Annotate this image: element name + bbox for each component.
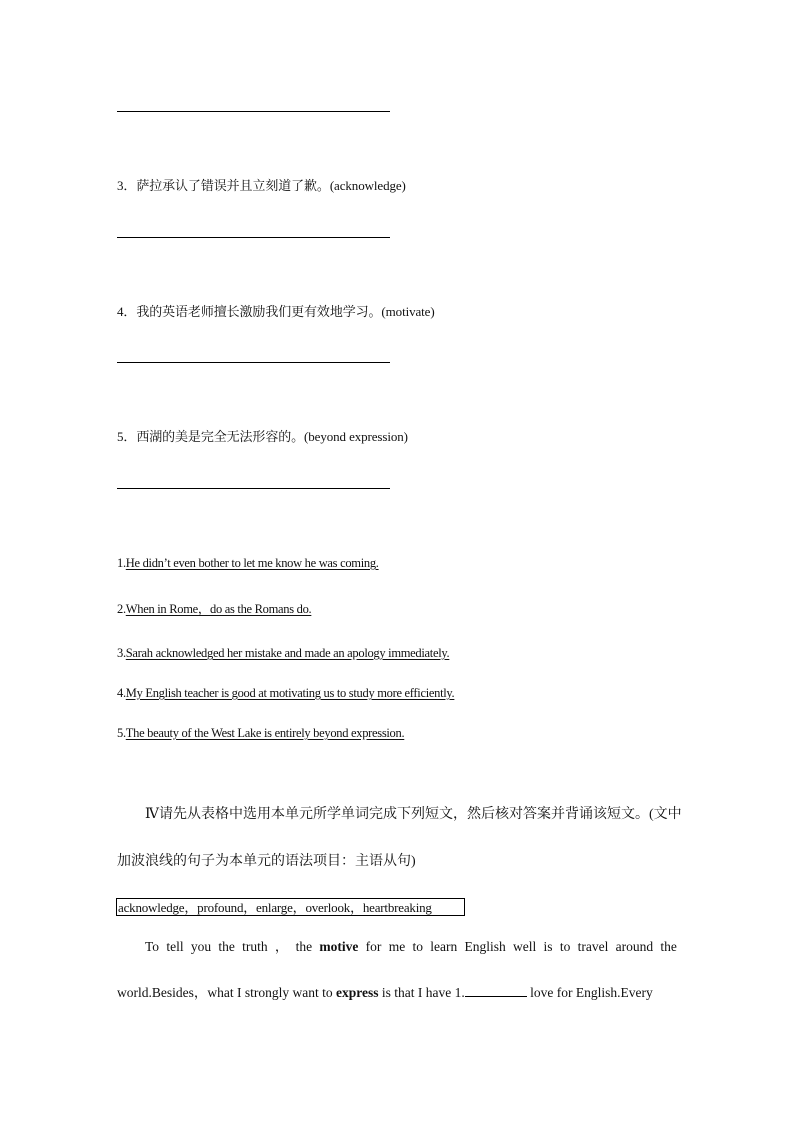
answer-2 (117, 601, 311, 617)
passage-word: the (660, 939, 677, 954)
keyword-motive: motive (319, 939, 359, 954)
passage-text: world.Besides，what I strongly want to (117, 985, 336, 1000)
passage-word: English (464, 939, 506, 954)
answer-text: My English teacher is good at motivating us to study more efficiently. (125, 686, 455, 700)
answer-line[interactable] (117, 111, 390, 112)
word-bank-box: acknowledge，profound，enlarge，overlook，heartbreaking (116, 898, 465, 916)
exercise-chinese: 西湖的美是完全无法形容的。 (136, 429, 305, 444)
exercise-hint: (motivate) (381, 304, 435, 319)
answer-number: 3. (117, 646, 126, 660)
passage-word: truth (242, 939, 268, 954)
exercise-hint: (beyond expression) (304, 429, 408, 444)
section-4-instruction: Ⅳ请先从表格中选用本单元所学单词完成下列短文，然后核对答案并背诵该短文。(文中 (145, 807, 682, 822)
answer-4 (117, 685, 454, 701)
passage-word: well (513, 939, 537, 954)
section-4-instruction-cont: 加波浪线的句子为本单元的语法项目：主语从句) (117, 854, 416, 869)
exercise-number: 3． (117, 178, 137, 193)
passage-word: around (615, 939, 654, 954)
answer-3 (117, 645, 449, 661)
passage-word: is (543, 939, 553, 954)
passage-word: travel (577, 939, 609, 954)
passage-word: ， (274, 939, 289, 954)
passage-word: me (388, 939, 406, 954)
answer-number: 2. (117, 602, 126, 616)
passage-word: to (559, 939, 571, 954)
answer-5 (117, 725, 404, 741)
keyword-express: express (335, 985, 379, 1000)
answer-line[interactable] (117, 488, 390, 489)
passage-word: you (190, 939, 212, 954)
answer-line[interactable] (117, 362, 390, 363)
exercise-number: 5． (117, 429, 137, 444)
answer-text: When in Rome，do as the Romans do. (125, 602, 312, 616)
exercise-hint: (acknowledge) (329, 178, 406, 193)
passage-word: the (218, 939, 235, 954)
answer-line[interactable] (117, 237, 390, 238)
passage-word: for (365, 939, 382, 954)
passage-text: is that I have 1. (378, 985, 465, 1000)
passage-line-1 (145, 938, 677, 956)
passage-word: To (145, 939, 160, 954)
exercise-5 (117, 429, 408, 445)
exercise-chinese: 我的英语老师擅长激励我们更有效地学习。 (136, 304, 382, 319)
answer-1 (117, 555, 379, 571)
passage-word: the (295, 939, 313, 954)
exercise-4 (117, 304, 435, 320)
exercise-number: 4． (117, 304, 137, 319)
exercise-chinese: 萨拉承认了错误并且立刻道了歉。 (136, 178, 330, 193)
answer-number: 1. (117, 556, 126, 570)
answer-text: The beauty of the West Lake is entirely beyond expression. (125, 726, 405, 740)
passage-word: to (412, 939, 423, 954)
fill-blank-1[interactable] (465, 984, 527, 997)
answer-number: 5. (117, 726, 126, 740)
passage-word: tell (166, 939, 184, 954)
answer-text: Sarah acknowledged her mistake and made an apology immediately. (125, 646, 450, 660)
passage-line-2 (117, 984, 677, 1002)
passage-word: learn (430, 939, 458, 954)
answer-number: 4. (117, 686, 126, 700)
passage-text: love for English.Every (526, 985, 653, 1000)
exercise-3 (117, 178, 406, 194)
answer-text: He didn’t even bother to let me know he was coming. (125, 556, 379, 570)
